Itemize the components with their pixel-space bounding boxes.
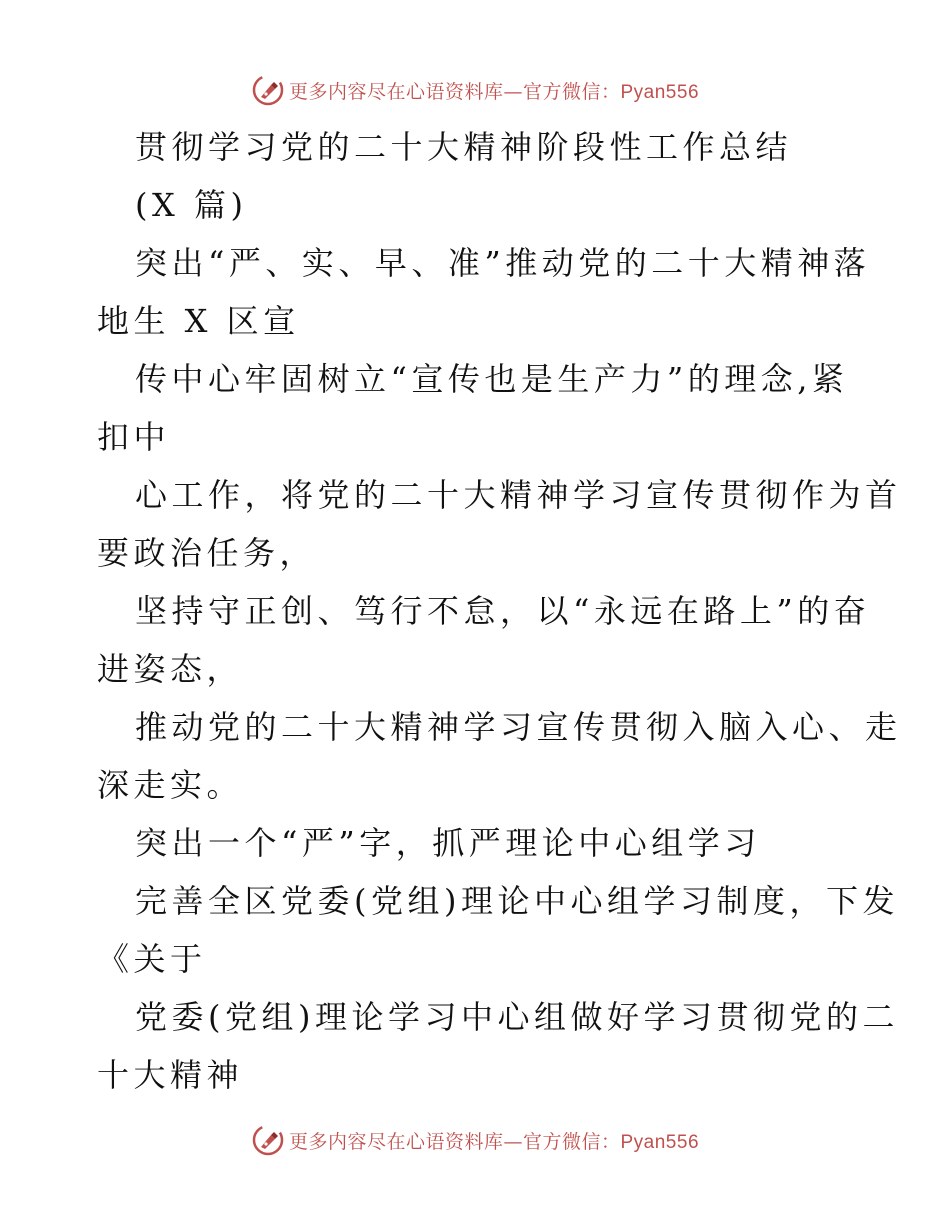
doc-line: 坚持守正创、笃行不怠，以“永远在路上”的奋 (135, 592, 871, 630)
doc-line: 贯彻学习党的二十大精神阶段性工作总结 (135, 128, 793, 166)
footer-watermark (0, 1120, 950, 1160)
watermark-text: 更多内容尽在心语资料库—官方微信：Pyan556 (288, 1130, 700, 1153)
doc-line: 扣中 (97, 418, 171, 456)
doc-line: 十大精神 (97, 1056, 244, 1094)
doc-line: (X 篇) (135, 186, 248, 224)
doc-line: 深走实。 (97, 766, 244, 804)
pen-nib-logo-icon (251, 73, 285, 107)
doc-line: 完善全区党委(党组)理论中心组学习制度，下发 (135, 882, 899, 920)
document-body (97, 118, 902, 1104)
doc-line: 突出“严、实、早、准”推动党的二十大精神落 (135, 244, 871, 282)
pen-nib-logo-icon (251, 1123, 285, 1157)
doc-line: 突出一个“严”字，抓严理论中心组学习 (135, 824, 761, 862)
doc-line: 要政治任务， (97, 534, 317, 572)
doc-line: 推动党的二十大精神学习宣传贯彻入脑入心、走 (135, 708, 902, 746)
doc-line: 心工作，将党的二十大精神学习宣传贯彻作为首 (135, 476, 902, 514)
doc-line: 进姿态， (97, 650, 244, 688)
doc-line: 《关于 (97, 940, 207, 978)
doc-line: 传中心牢固树立“宣传也是生产力”的理念,紧 (135, 360, 849, 398)
doc-line: 地生 X 区宣 (97, 302, 300, 340)
header-watermark (0, 70, 950, 110)
doc-line: 党委(党组)理论学习中心组做好学习贯彻党的二 (135, 998, 899, 1036)
watermark-text: 更多内容尽在心语资料库—官方微信：Pyan556 (288, 80, 700, 103)
